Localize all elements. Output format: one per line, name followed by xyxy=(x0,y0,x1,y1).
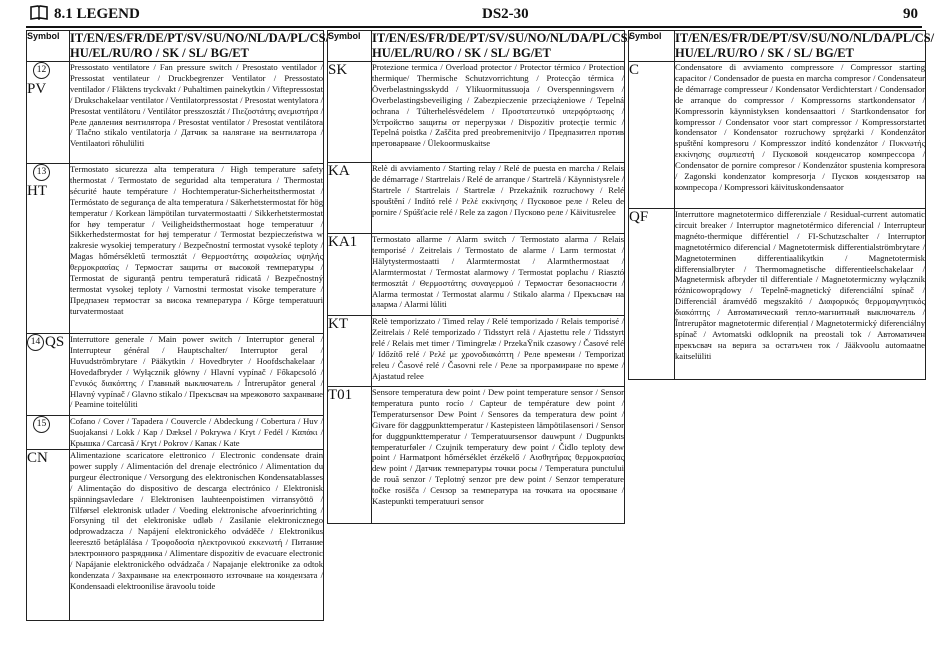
symbol-cell xyxy=(328,234,372,316)
symbol-code: QF xyxy=(629,209,649,225)
book-icon xyxy=(30,5,48,20)
legend-description: Sensore temperatura dew point / Dew point temperature sensor / Sensor temperatura punto rocío / Capteur de température dew point / Temperatursensor Dew Point / Sensores da temperatura dew point / Givare för daggpunkttemperatur / Kastepisteen lämpötilasensori / Sensor for duggpunkttemperatur / Temperatuursensor dauwpunt / Dugpunkts temperaturføler / Czujnik temperatury dew point / Čidlo teploty dew point / Harmatpont hőmérséklet érzékelő / Αισθητήρας θερμοκρασίας dew point / Датчик температуры точки росы / Temperatura punctului de rouă senzor / Teplotný senzor pre dew point / Senzor temperature točke rosišča / Сензор за температура на точката на оросяване / Kastepunkti temperatuuri sensor xyxy=(372,387,625,524)
symbol-cell xyxy=(629,62,675,209)
legend-description: Termostato sicurezza alta temperatura / High temperature safety thermostat / Termostato de seguridad alta temperatura / Thermostat sécurité haute température / Hochtemperatur-Sicherheitsthermostat / Termóstato de segurança de alta temperatura / Säkerhetstermostat för hög temperatur / Korkean lämpötilan turvatermostaatti / Sikkerhetstermostat for høy temperatur / Veiligheidsthermostaat hoge temperatuur / Sikkerhedstermostat for høj temperatur / Termostat bezpieczeństwa w zakresie wysokiej temperatury / Bezpečnostní termostat vysoké teploty / Magas hőmérsékletű termosztát / Θερμοστάτης ασφαλείας υψηλής θερμοκρασίας / Термостат защиты от высокой температуры / Termostat de siguranță pentru temperatură ridicată / Bezpečnostný termostat vysokej teploty / Varnostni termostat visoke temperature / Предпазен термостат за висока температура / Kõrge temperatuuri turvatermostaat xyxy=(70,164,324,334)
legend-table-2 xyxy=(327,30,632,524)
legend-table-1 xyxy=(26,30,330,621)
language-header: IT/EN/ES/FR/DE/PT/SV/SU/NO/NL/DA/PL/CS/ HU/EL/RU/RO / SK / SL/ BG/ET xyxy=(372,31,632,60)
symbol-cell xyxy=(629,209,675,380)
symbol-code: C xyxy=(629,62,640,78)
section-title: 8.1 LEGEND xyxy=(54,6,140,22)
legend-description: Relè di avviamento / Starting relay / Relé de puesta en marcha / Relais de démarrage / Startrelais / Relé de arranque / Startrelä / Käynnistysrele / Startrele / Startrelais / Startrelæ / Przekaźnik rozruchowy / Relé spouštění / Indító relé / Ρελέ εκκίνησης / Пусковое реле / Releu de pornire / Spúšťacie relé / Rele za zagon / Пусково реле / Käivitusrelee xyxy=(372,163,625,234)
legend-description: Pressostato ventilatore / Fan pressure switch / Presostato ventilador / Pressostat ventilateur / Druckbegrenzer Ventilator / Pressostato ventilador / Fläktens tryckvakt / Puhaltimen painekytkin / Viftepressostat / Drukschakelaar ventilator / Ventilatorpressostat / Presostat wentylatora / Presostat ventilátoru / Ventilátor presszosztát / Πιεζοστάτης ανεμιστήρα / Реле давления вентилятора / Presostat ventilator / Presostat ventilátora / Tlačno stikalo ventilatorja / Датчик за налягане на вентилатора / Ventilaatori rõhulüliti xyxy=(70,62,324,164)
legend-description: Interruttore magnetotermico differenziale / Residual-current automatic circuit breaker / Interruptor magnetotérmico diferencial / Interrupteur magnéto-thermique différentiel / FI-Schutzschalter / Interruptor magnetotérmico diferencial / Magnetotermisk differentialströmbrytare / Magnetoterminen differentiaalikytkin / Magnetotermisk differensialbryter / Thermomagnetische differentieelschakelaar / Magnetermisk afbryder til differentiale / Magnetotermiczny wyłącznik różnicowoprądowy / Tepelně-magnetický diferenciální spínač / Differenciál áramvédő megszakító / Διαφορικός θερμομαγνητικός διακόπτης / Автоматический тепло-магнитный выключатель / Întrerupător magnetotermic diferențial / Magnetotermický diferenciálny spínač / Avtomatski odklopnik na preostali tok / Автоматичен прекъсвач на верига за остатъчен ток / Jääkvoolu automaatne kaitselüliti xyxy=(675,209,926,380)
legend-description: Relè temporizzato / Timed relay / Relé temporizado / Relais temporisé / Zeitrelais / Relé temporizado / Tidsstyrt relä / Ajastettu rele / Tidsstyrt relé / Relais met timer / Timingrelæ / PrzekaŸnik czasowy / Časové relé / Időzítő relé / Ρελέ με χρονοδιακόπτη / Реле времени / Temporizat releu / Časové relé / Časovni rele / Реле за програмиране по време / Ajastatud relee xyxy=(372,316,625,387)
header-rule xyxy=(26,26,922,28)
symbol-code: QS xyxy=(45,334,65,350)
symbol-code: SK xyxy=(328,62,348,78)
legend-description: Protezione termica / Overload protector / Protector térmico / Protection thermique/ Thermische Schutzvorrichtung / Protecção térmica / Överbelastningsskydd / Ylikuormitussuoja / Overspenningsvern / Overbelastingsbeveiliging / Zabezpieczenie przeciążeniowe / Tepelná ochrana / Túlterhelésvédelem / Προστατευτικό υπερφόρτωσης / Устройство защиты от перегрузки / Dispozitiv protecție termic / Tepelná poistka / Zaščita pred preobremenitvijo / Предпазител против претоварване / Ülekoormuskaitse xyxy=(372,62,625,163)
symbol-header: Symbol xyxy=(328,31,372,62)
symbol-header: Symbol xyxy=(629,31,675,62)
symbol-cell xyxy=(27,450,70,621)
language-header: IT/EN/ES/FR/DE/PT/SV/SU/NO/NL/DA/PL/CS/ HU/EL/RU/RO / SK / SL/ BG/ET xyxy=(70,31,330,60)
legend-table-3 xyxy=(628,30,935,380)
symbol-code: KA1 xyxy=(328,234,358,250)
language-header: IT/EN/ES/FR/DE/PT/SV/SU/NO/NL/DA/PL/CS/ HU/EL/RU/RO / SK / SL/ BG/ET xyxy=(675,31,935,60)
symbol-cell xyxy=(27,416,70,450)
symbol-cell xyxy=(27,164,70,334)
symbol-cell xyxy=(27,62,70,164)
item-number-badge: 12 xyxy=(33,62,50,79)
symbol-code: KA xyxy=(328,163,350,179)
symbol-code: T01 xyxy=(328,387,353,403)
legend-description: Termostato allarme / Alarm switch / Termostato alarma / Relais temporisé / Zeitrelais / Termostato de alarme / Larm termostat / Hälytystermostaatti / Alarmtermostat / Alarmthermostaat / Alarmtermostat / Termostat alarmowy / Termostat poplachu / Riasztó termosztát / Θερμοστάτης συναγερμού / Термостат безопасности / Alarma termostat / Termostat alarmu / Stikalo alarma / Прекъсвач на аларма / Alarmi lüliti xyxy=(372,234,625,316)
legend-description: Interruttore generale / Main power switch / Interruptor general / Interrupteur général / Hauptschalter/ Interruptor geral / Huvudströmbrytare / Pääkytkin / Hovedbryter / Hoofdschakelaar / Hovedafbryder / Wyłącznik główny / Hlavní vypínač / Főkapcsoló / Γενικός διακόπτης / Главный выключатель / Întrerupător general / Hlavný vypínač / Glavno stikalo / Прекъсвач на мрежовото захранване / Peamine toitelüliti xyxy=(70,334,324,416)
symbol-cell xyxy=(27,334,70,416)
symbol-cell xyxy=(328,316,372,387)
symbol-cell xyxy=(328,62,372,163)
legend-description: Condensatore di avviamento compressore / Compressor starting capacitor / Condensador de puesta en marcha compresor / Condensateur de démarrage compresseur / Kondensator Verdichterstart / Condensador de arranque do compressor / Kompressorns startkondensator / Kompressorin käynnistyksen kondensaattori / Startkondensator for kompressor / Condensator voor start compressor / Kompressorstartet kondensator / Kondensator rozruchowy sprężarki / Kondenzátor spuštění kompresoru / Kompresszor indító kondenzátor / Πυκνωτής εκκίνησης συμπιεστή / Пусковой конденсатор компрессора / Condensator de pornire compresor / Kondenzátor spustenia kompresora / Zagonski kondenzator kompresorja / Пусков кондензатор на компресора / Kompressori käivituskondensaator xyxy=(675,62,926,209)
symbol-code: CN xyxy=(27,450,48,466)
item-number-badge: 14 xyxy=(27,334,44,351)
symbol-code: HT xyxy=(27,183,47,199)
page-number: 90 xyxy=(903,6,918,22)
legend-description: Cofano / Cover / Tapadera / Couvercle / Abdeckung / Cobertura / Huv / Suojakansi / Lokk / Kap / Dæksel / Pokrywa / Kryt / Fedél / Καπάκι / Крышка / Carcasă / Kryt / Pokrov / Капак / Kate xyxy=(70,416,323,448)
symbol-code: PV xyxy=(27,81,47,97)
symbol-header: Symbol xyxy=(27,31,70,62)
document-code: DS2-30 xyxy=(482,6,529,22)
symbol-cell xyxy=(328,387,372,524)
item-number-badge: 13 xyxy=(33,164,50,181)
item-number-badge: 15 xyxy=(33,416,50,433)
page-header xyxy=(26,4,922,24)
legend-description: Alimentazione scaricatore elettronico / Electronic condensate drain power supply / Alimentación del drenaje electrónico / Alimentation du purgeur électronique / Versorgung des elektronischen Kondensatablasses / Alimentação do dispositivo de descarga electrónico / Elektronisk spänningsavledare / Elektronisen lauhteenpoistimen virransyöttö / Tilførsel elektronisk utlader / Voeding elektronische afvoerinrichting / Forsyning til det elektroniske udløb / Zasilanie elektronicznego odprowadzacza / Napájení elektronického odváděče / Elektronikus leeresztő betáplálása / Τροφοδοσία ηλεκτρονικού εκκενωτή / Питание электронного разрядника / Alimentare dispozitiv de evacuare electronic / Napájanie elektronického odvádzača / Napajanje elektronike za odtok kondenzata / Захранване на електронното източване на кондензата / Kondensaadi elektroonilise äravoolu toide xyxy=(70,450,324,621)
symbol-cell xyxy=(328,163,372,234)
symbol-code: KT xyxy=(328,316,348,332)
